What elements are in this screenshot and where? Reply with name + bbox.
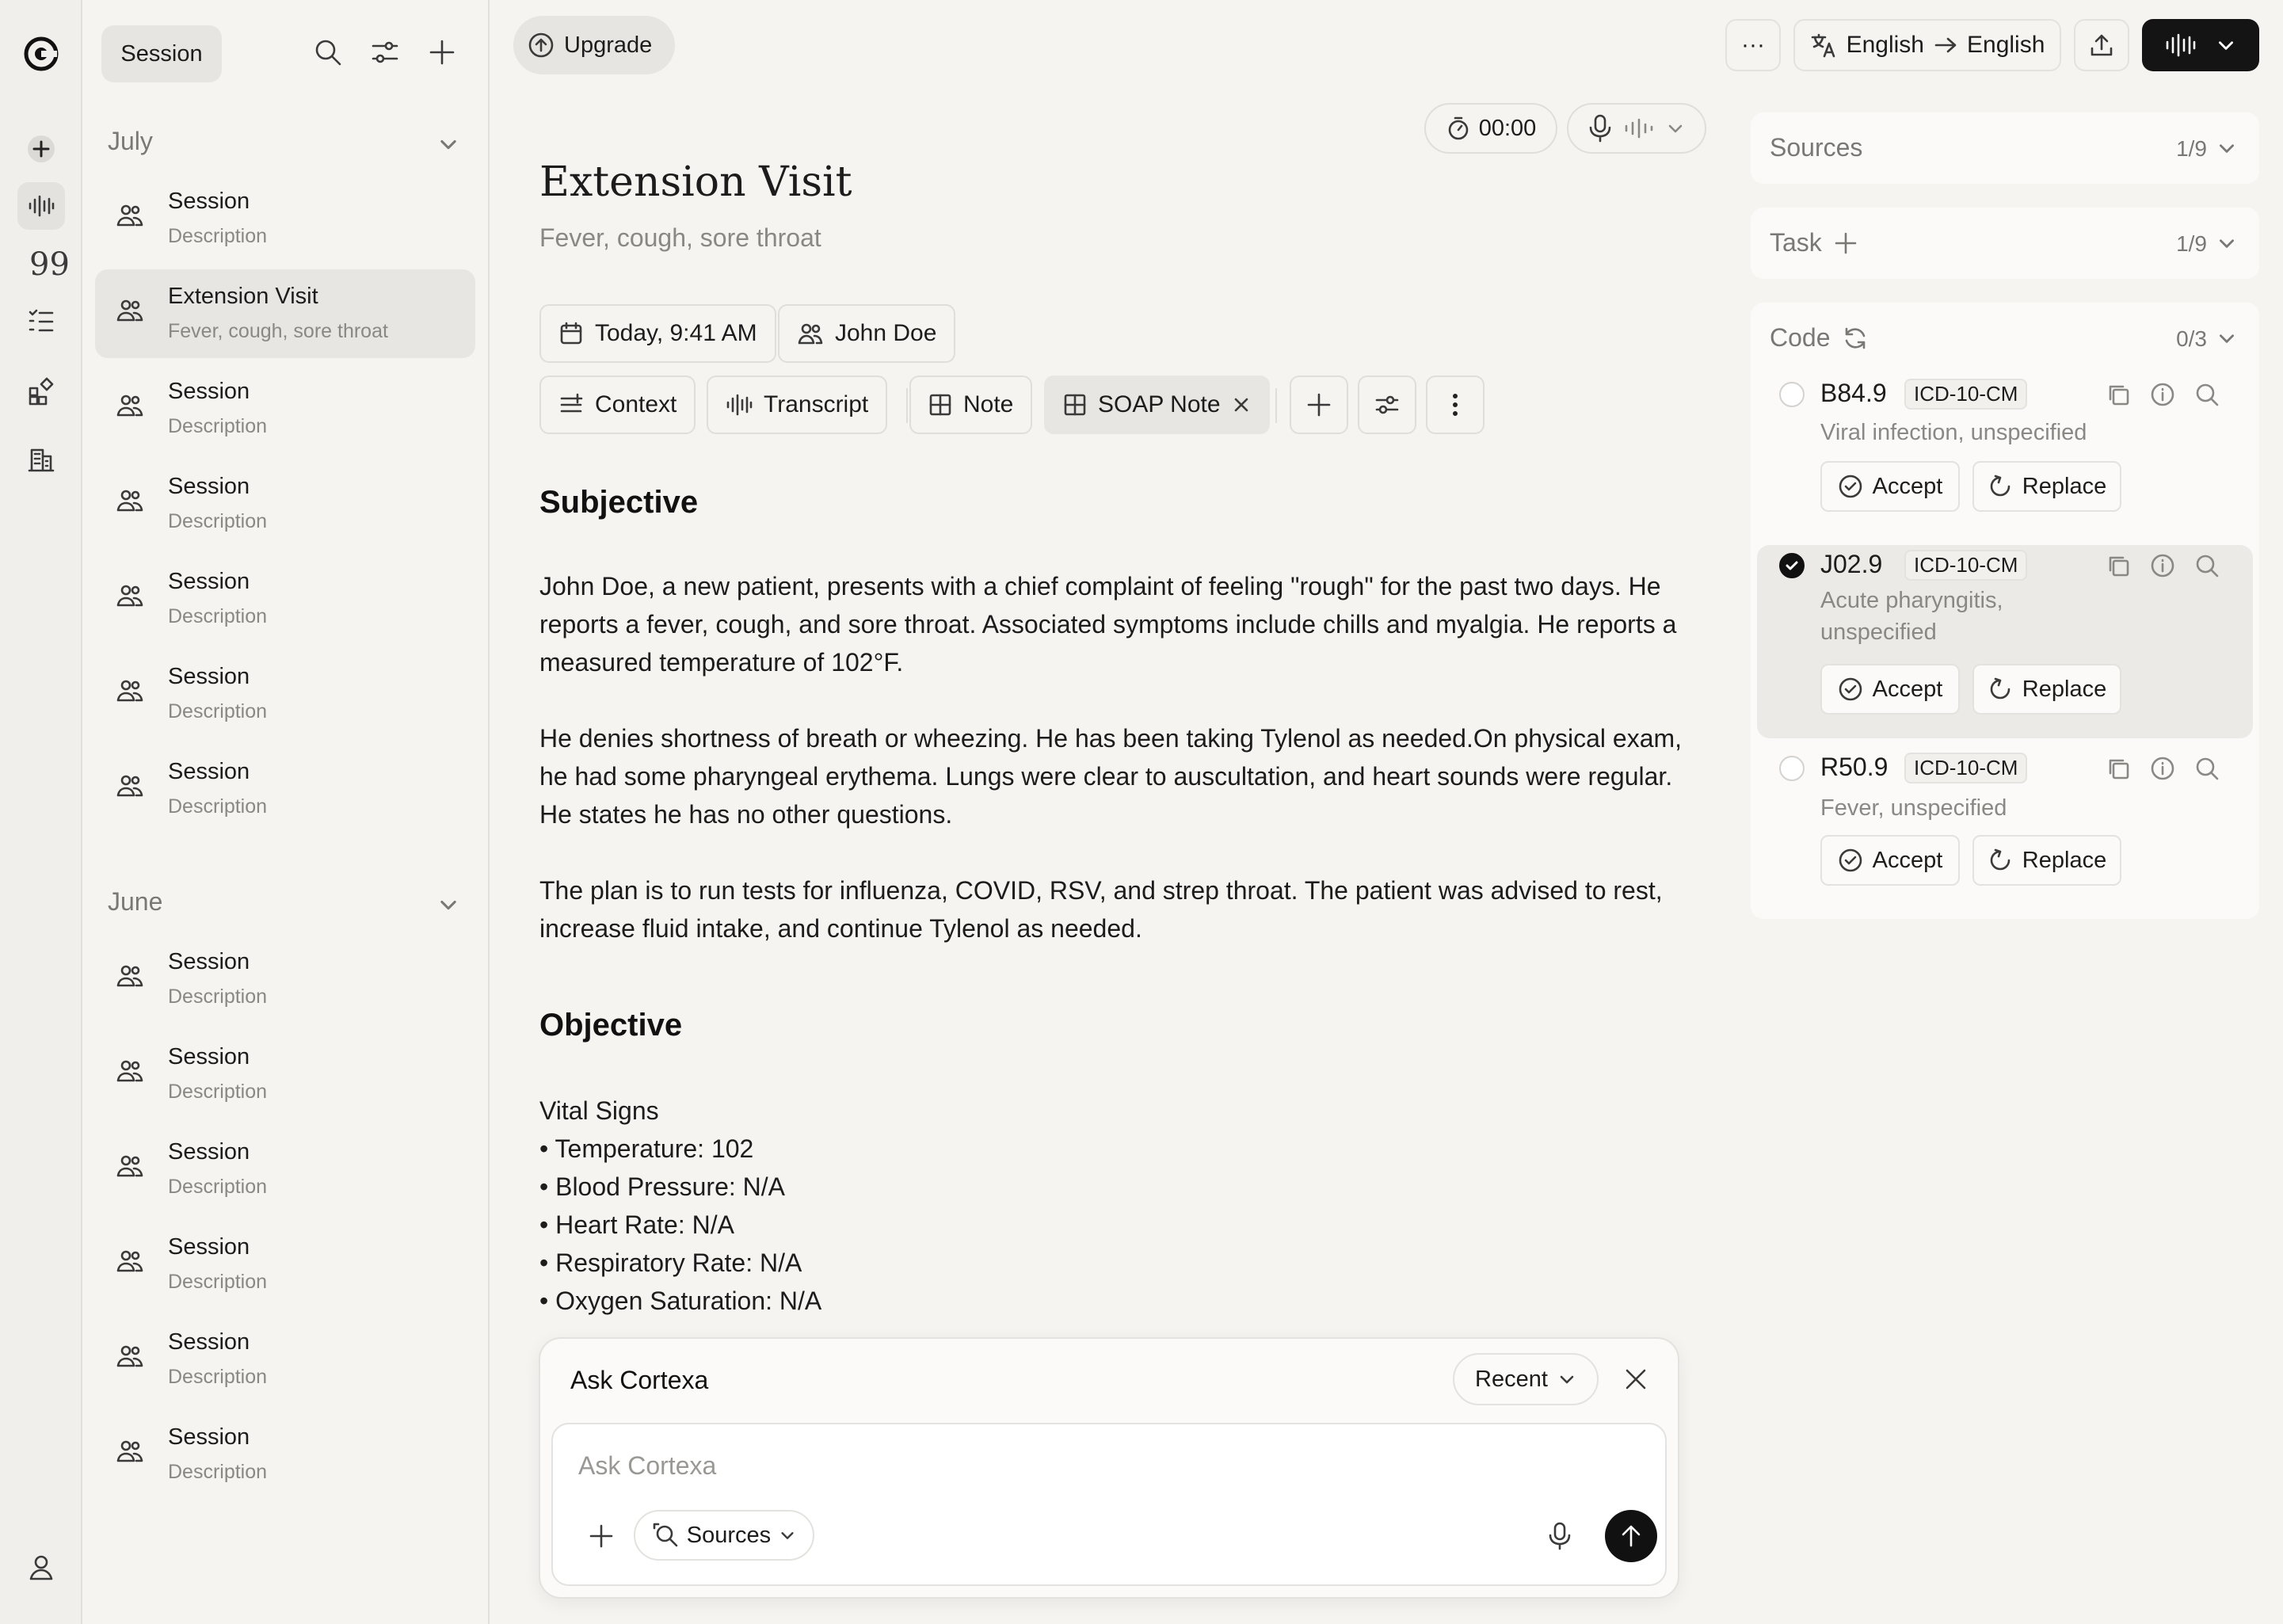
session-item[interactable] (95, 650, 475, 738)
session-item[interactable] (95, 1315, 475, 1404)
code-suggestion[interactable] (1757, 374, 2253, 532)
microphone-icon (1588, 114, 1612, 143)
accept-button[interactable] (1820, 664, 1960, 715)
session-description: Description (168, 700, 268, 722)
send-button[interactable] (1605, 1510, 1657, 1562)
recent-label: Recent (1475, 1366, 1548, 1392)
session-title: Session (168, 569, 250, 594)
chevron-down-icon (1666, 119, 1685, 138)
close-icon (1623, 1367, 1648, 1392)
waveform-icon (726, 392, 753, 417)
task-header (1770, 228, 1858, 257)
session-item[interactable] (95, 1125, 475, 1214)
filter-icon[interactable] (363, 30, 407, 74)
task-title: Task (1770, 228, 1822, 257)
task-panel[interactable] (1751, 208, 2259, 279)
tab-divider (1275, 388, 1277, 423)
recent-dropdown[interactable] (1453, 1353, 1599, 1405)
session-sidebar (82, 0, 490, 1624)
people-icon (116, 773, 144, 799)
accept-button[interactable] (1820, 461, 1960, 512)
quote-icon[interactable] (17, 239, 70, 287)
ask-cortexa-panel (539, 1337, 1679, 1599)
microphone-selector[interactable] (1567, 103, 1706, 154)
microphone-icon (1548, 1522, 1572, 1550)
calendar-icon (558, 321, 584, 346)
translate-icon (1810, 32, 1837, 59)
session-item[interactable] (95, 1030, 475, 1119)
arrow-up-circle-icon (528, 32, 555, 59)
page-title: Extension Visit (539, 158, 852, 206)
upgrade-label: Upgrade (564, 32, 653, 58)
session-title: Session (168, 1329, 250, 1355)
session-title: Session (168, 759, 250, 784)
people-icon (116, 488, 144, 513)
people-icon (116, 298, 144, 323)
session-title: Session (168, 664, 250, 689)
checklist-icon[interactable] (17, 298, 65, 345)
subjective-paragraph: The plan is to run tests for influenza, COVID, RSV, and strep throat. The patient was advised to rest, increase fluid intake, and continue Tylenol as needed. (539, 876, 1663, 943)
group-title: July (108, 127, 153, 155)
close-ask-button[interactable] (1616, 1359, 1656, 1399)
language-selector[interactable] (1793, 19, 2061, 71)
accept-label: Accept (1872, 847, 1943, 873)
cortexa-logo-icon[interactable] (17, 30, 65, 78)
check-circle-icon (1838, 848, 1863, 873)
waveform-icon[interactable] (17, 182, 65, 230)
code-suggestion[interactable] (1757, 545, 2253, 738)
session-description: Description (168, 415, 268, 437)
copy-icon[interactable] (2102, 550, 2134, 581)
replace-icon (1988, 677, 2013, 702)
code-value: B84.9 (1820, 379, 1887, 407)
language-to: English (1967, 32, 2045, 58)
people-icon (116, 1344, 144, 1369)
session-title: Session (168, 1044, 250, 1069)
replace-label: Replace (2022, 676, 2107, 702)
recording-timer[interactable] (1424, 103, 1557, 154)
check-circle-icon (1838, 677, 1863, 702)
tab-soap-note[interactable] (1044, 376, 1270, 434)
session-description: Fever, cough, sore throat (168, 320, 388, 342)
subjective-paragraph: He denies shortness of breath or wheezing. He has been taking Tylenol as needed.On physical exam, he had some pharyngeal erythema. Lungs were clear to auscultation, and heart sounds were regular. He states he has no other questions. (539, 724, 1683, 829)
accept-button[interactable] (1820, 835, 1960, 886)
info-icon[interactable] (2147, 379, 2178, 410)
audio-level-icon (1623, 116, 1655, 140)
people-icon (116, 1153, 144, 1179)
session-title: Extension Visit (168, 284, 318, 309)
session-item[interactable] (95, 364, 475, 453)
sliders-icon (1374, 391, 1401, 418)
vital-sign-line: • Oxygen Saturation: N/A (539, 1287, 822, 1315)
session-title: Session (168, 1139, 250, 1165)
note-editor (490, 0, 1744, 1624)
widgets-icon[interactable] (17, 368, 65, 415)
record-button[interactable] (2142, 19, 2259, 71)
more-options-button[interactable] (1426, 376, 1485, 434)
people-icon (116, 203, 144, 228)
search-icon[interactable] (306, 30, 350, 74)
session-item[interactable] (95, 1410, 475, 1499)
patient-chip-label: John Doe (835, 320, 937, 346)
page-subtitle: Fever, cough, sore throat (539, 223, 821, 252)
chevron-down-icon[interactable] (2213, 325, 2240, 352)
tab-note[interactable] (909, 376, 1032, 434)
vitals-title: Vital Signs (539, 1096, 659, 1125)
stopwatch-icon (1446, 116, 1471, 141)
session-item[interactable] (95, 745, 475, 833)
vital-sign-line: • Respiratory Rate: N/A (539, 1248, 802, 1277)
people-icon (116, 963, 144, 989)
copy-icon[interactable] (2102, 753, 2134, 784)
session-item[interactable] (95, 1220, 475, 1309)
code-description: Fever, unspecified (1820, 795, 2007, 821)
user-icon[interactable] (17, 1543, 65, 1591)
group-title: June (108, 887, 163, 916)
tab-divider (906, 388, 908, 423)
search-icon[interactable] (2191, 379, 2223, 410)
chevron-down-icon (1557, 1370, 1576, 1389)
waveform-icon (2165, 32, 2197, 58)
people-icon (116, 488, 144, 513)
code-system-badge: ICD-10-CM (1904, 379, 2027, 410)
ask-placeholder: Ask Cortexa (578, 1451, 717, 1480)
task-count: 1/9 (2176, 231, 2207, 256)
code-system-badge: ICD-10-CM (1904, 550, 2027, 581)
sources-title: Sources (1770, 133, 1863, 162)
tab-soap-note-label: SOAP Note (1098, 391, 1221, 417)
session-title: Session (168, 1424, 250, 1450)
code-description: Viral infection, unspecified (1820, 420, 2087, 445)
upgrade-button[interactable] (513, 16, 675, 74)
session-description: Description (168, 1366, 268, 1388)
info-icon[interactable] (2147, 550, 2178, 581)
replace-icon (1988, 848, 2013, 873)
code-title: Code (1770, 323, 1831, 352)
session-description: Description (168, 1176, 268, 1198)
people-icon (116, 1248, 144, 1274)
session-tab[interactable]: Session (101, 25, 222, 82)
language-from: English (1846, 32, 1924, 58)
subjective-heading: Subjective (539, 485, 699, 520)
layout-icon (1063, 393, 1087, 417)
date-chip-label: Today, 9:41 AM (595, 320, 757, 346)
arrow-right-icon (1934, 36, 1957, 55)
tab-context-label: Context (595, 391, 677, 417)
accept-label: Accept (1872, 676, 1943, 702)
people-icon (116, 773, 144, 799)
replace-button[interactable] (1972, 461, 2121, 512)
chevron-down-icon[interactable] (2213, 135, 2240, 162)
people-icon (116, 1153, 144, 1179)
adjust-button[interactable] (1358, 376, 1416, 434)
session-title: Session (168, 1234, 250, 1260)
search-icon[interactable] (2191, 550, 2223, 581)
upload-icon (2089, 32, 2114, 58)
vital-sign-line: • Heart Rate: N/A (539, 1210, 734, 1239)
sources-panel[interactable] (1751, 112, 2259, 184)
people-icon (116, 1439, 144, 1464)
session-item[interactable] (95, 269, 475, 358)
code-select-radio[interactable] (1779, 553, 1805, 578)
session-title: Session (168, 949, 250, 974)
plus-icon (588, 1523, 615, 1550)
people-icon (116, 583, 144, 608)
ask-title: Ask Cortexa (570, 1366, 709, 1394)
people-icon (116, 393, 144, 418)
code-count: 0/3 (2176, 326, 2207, 351)
sources-count: 1/9 (2176, 136, 2207, 161)
code-value: R50.9 (1820, 753, 1889, 781)
kebab-icon (1451, 391, 1459, 418)
people-icon (116, 1058, 144, 1084)
close-icon[interactable] (1232, 395, 1251, 414)
share-button[interactable] (2074, 19, 2129, 71)
code-select-radio[interactable] (1779, 382, 1805, 407)
session-description: Description (168, 1461, 268, 1483)
tab-context[interactable] (539, 376, 696, 434)
context-icon (558, 392, 584, 417)
code-panel (1751, 303, 2259, 919)
people-icon (116, 678, 144, 703)
more-label: ··· (1741, 32, 1765, 58)
building-icon[interactable] (17, 436, 65, 483)
info-icon[interactable] (2147, 753, 2178, 784)
plus-icon (1305, 391, 1332, 418)
check-circle-icon (1838, 474, 1863, 499)
session-item[interactable] (95, 174, 475, 263)
code-select-radio[interactable] (1779, 756, 1805, 781)
session-description: Description (168, 605, 268, 627)
patient-chip[interactable] (778, 304, 955, 363)
replace-icon (1988, 474, 2013, 499)
session-title: Session (168, 474, 250, 499)
people-icon (116, 203, 144, 228)
replace-label: Replace (2022, 847, 2107, 873)
chevron-down-icon (779, 1527, 796, 1544)
replace-label: Replace (2022, 473, 2107, 499)
code-suggestion[interactable] (1757, 748, 2253, 911)
attach-button[interactable] (581, 1516, 621, 1556)
search-icon[interactable] (2191, 753, 2223, 784)
accept-label: Accept (1872, 473, 1943, 499)
chevron-down-icon[interactable] (433, 128, 464, 160)
arrow-up-icon (1618, 1523, 1645, 1550)
tab-transcript-label: Transcript (764, 391, 869, 417)
subjective-paragraph: John Doe, a new patient, presents with a chief complaint of feeling "rough" for the past two days. He reports a fever, cough, and sore throat. Associated symptoms include chills and myalgia. He reports a measured temperature of 102°F. (539, 572, 1677, 677)
ask-input[interactable] (551, 1423, 1667, 1586)
session-title: Session (168, 189, 250, 214)
sources-dropdown[interactable] (634, 1510, 814, 1561)
date-chip[interactable] (539, 304, 776, 363)
session-description: Description (168, 985, 268, 1008)
people-icon (116, 963, 144, 989)
more-menu-button[interactable] (1725, 19, 1781, 71)
voice-input-button[interactable] (1540, 1516, 1580, 1556)
tab-note-label: Note (963, 391, 1014, 417)
plus-icon[interactable] (1833, 231, 1858, 256)
tab-transcript[interactable] (707, 376, 887, 434)
session-item[interactable] (95, 459, 475, 548)
vital-sign-line: • Blood Pressure: N/A (539, 1172, 785, 1201)
session-description: Description (168, 1271, 268, 1293)
people-icon (116, 583, 144, 608)
chevron-down-icon[interactable] (2213, 230, 2240, 257)
icon-rail (0, 0, 82, 1624)
code-value: J02.9 (1820, 550, 1883, 578)
people-icon (116, 1248, 144, 1274)
refresh-icon[interactable] (1842, 325, 1869, 352)
objective-heading: Objective (539, 1008, 683, 1043)
session-item[interactable] (95, 555, 475, 643)
code-header (1770, 323, 1869, 353)
vital-sign-line: • Temperature: 102 (539, 1134, 754, 1163)
session-title: Session (168, 379, 250, 404)
people-icon (116, 1439, 144, 1464)
search-sources-icon (652, 1522, 679, 1549)
code-description: Acute pharyngitis, unspecified (1820, 588, 2003, 645)
people-icon (116, 1344, 144, 1369)
add-tab-button[interactable] (1290, 376, 1348, 434)
people-icon (116, 393, 144, 418)
replace-button[interactable] (1972, 664, 2121, 715)
chevron-down-icon (2216, 35, 2236, 55)
session-description: Description (168, 225, 268, 247)
timer-value: 00:00 (1478, 115, 1537, 141)
people-icon (116, 298, 144, 323)
code-system-badge: ICD-10-CM (1904, 753, 2027, 783)
sources-label: Sources (686, 1522, 772, 1548)
svg-text:99: 99 (29, 246, 70, 283)
session-item[interactable] (95, 935, 475, 1024)
add-session-icon[interactable] (420, 30, 464, 74)
layout-icon (928, 393, 952, 417)
replace-button[interactable] (1972, 835, 2121, 886)
people-icon (797, 322, 824, 345)
people-icon (116, 1058, 144, 1084)
session-description: Description (168, 1081, 268, 1103)
chevron-down-icon[interactable] (433, 889, 464, 921)
people-icon (116, 678, 144, 703)
session-description: Description (168, 510, 268, 532)
new-session-icon[interactable] (17, 125, 65, 173)
session-description: Description (168, 795, 268, 818)
copy-icon[interactable] (2102, 379, 2134, 410)
